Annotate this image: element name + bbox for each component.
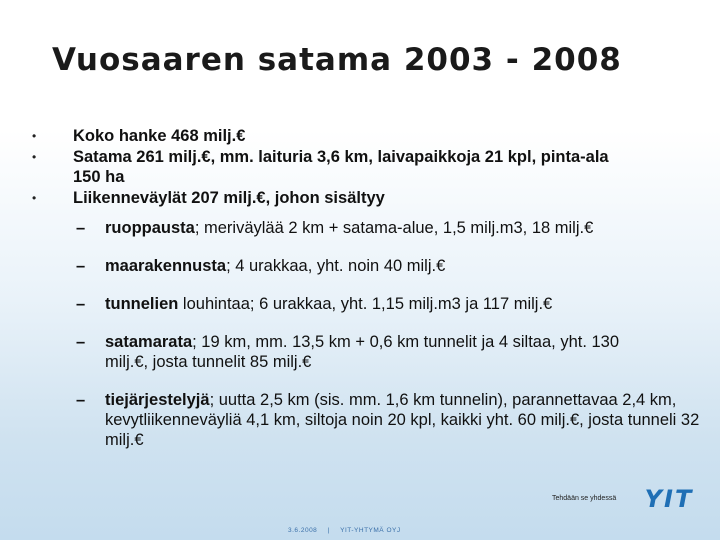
sub-dash: – [76, 257, 86, 275]
sub-item [76, 332, 712, 372]
sub-dash: – [76, 219, 86, 237]
sub-term: maarakennusta [105, 257, 227, 275]
bullet-dot: • [32, 191, 37, 205]
bullet-text: Satama 261 milj.€, mm. laituria 3,6 km, laivapaikkoja 21 kpl, pinta-ala 150 ha [73, 148, 609, 186]
sub-term: ruoppausta [105, 219, 195, 237]
footer [284, 527, 405, 534]
sub-item [76, 390, 712, 450]
sub-term: satamarata [105, 333, 193, 351]
footer-separator: | [327, 527, 330, 534]
bullet-item [28, 147, 708, 187]
sub-rest: ; 19 km, mm. 13,5 km + 0,6 km tunnelit ja 4 siltaa, yht. 130 milj.€, josta tunnelit 85 milj.€ [105, 333, 620, 371]
bullet-item [28, 126, 708, 146]
sub-text [105, 332, 635, 372]
logo-text: YIT [644, 486, 694, 510]
sub-term: tunnelien [105, 295, 179, 313]
bullet-text: Liikenneväylät 207 milj.€, johon sisältyy [73, 189, 385, 207]
bullet-item [28, 188, 708, 208]
slide-content [28, 126, 708, 450]
sub-text [105, 218, 712, 238]
sub-rest: ; meriväylää 2 km + satama-alue, 1,5 milj.m3, 18 milj.€ [194, 219, 594, 237]
sub-text [105, 390, 712, 450]
sub-rest: ; uutta 2,5 km (sis. mm. 1,6 km tunnelin), parannettavaa 2,4 km, kevytliikenneväyliä 4,1 km, siltoja noin 20 kpl, kaikki yht. 60 milj.€, josta tunneli 32 milj.€ [105, 391, 700, 449]
sub-term: tiejärjestelyjä [105, 391, 210, 409]
footer-date: 3.6.2008 [288, 527, 318, 534]
sub-rest: louhintaa; 6 urakkaa, yht. 1,15 milj.m3 ja 117 milj.€ [178, 295, 553, 313]
sub-item [76, 256, 712, 276]
bullet-dot: • [32, 150, 37, 164]
tagline: Tehdään se yhdessä [552, 495, 617, 502]
sub-dash: – [76, 295, 86, 313]
bullet-dot: • [32, 129, 37, 143]
sub-text [105, 256, 712, 276]
sub-rest: ; 4 urakkaa, yht. noin 40 milj.€ [226, 257, 446, 275]
sub-dash: – [76, 333, 86, 351]
slide-title: Vuosaaren satama 2003 - 2008 [52, 42, 622, 78]
sub-item [76, 218, 712, 238]
bullet-text: Koko hanke 468 milj.€ [73, 127, 246, 145]
sub-text [105, 294, 712, 314]
sub-dash: – [76, 391, 86, 409]
sub-item [76, 294, 712, 314]
footer-company: YIT-YHTYMÄ OYJ [340, 527, 401, 534]
yit-logo [636, 486, 702, 510]
